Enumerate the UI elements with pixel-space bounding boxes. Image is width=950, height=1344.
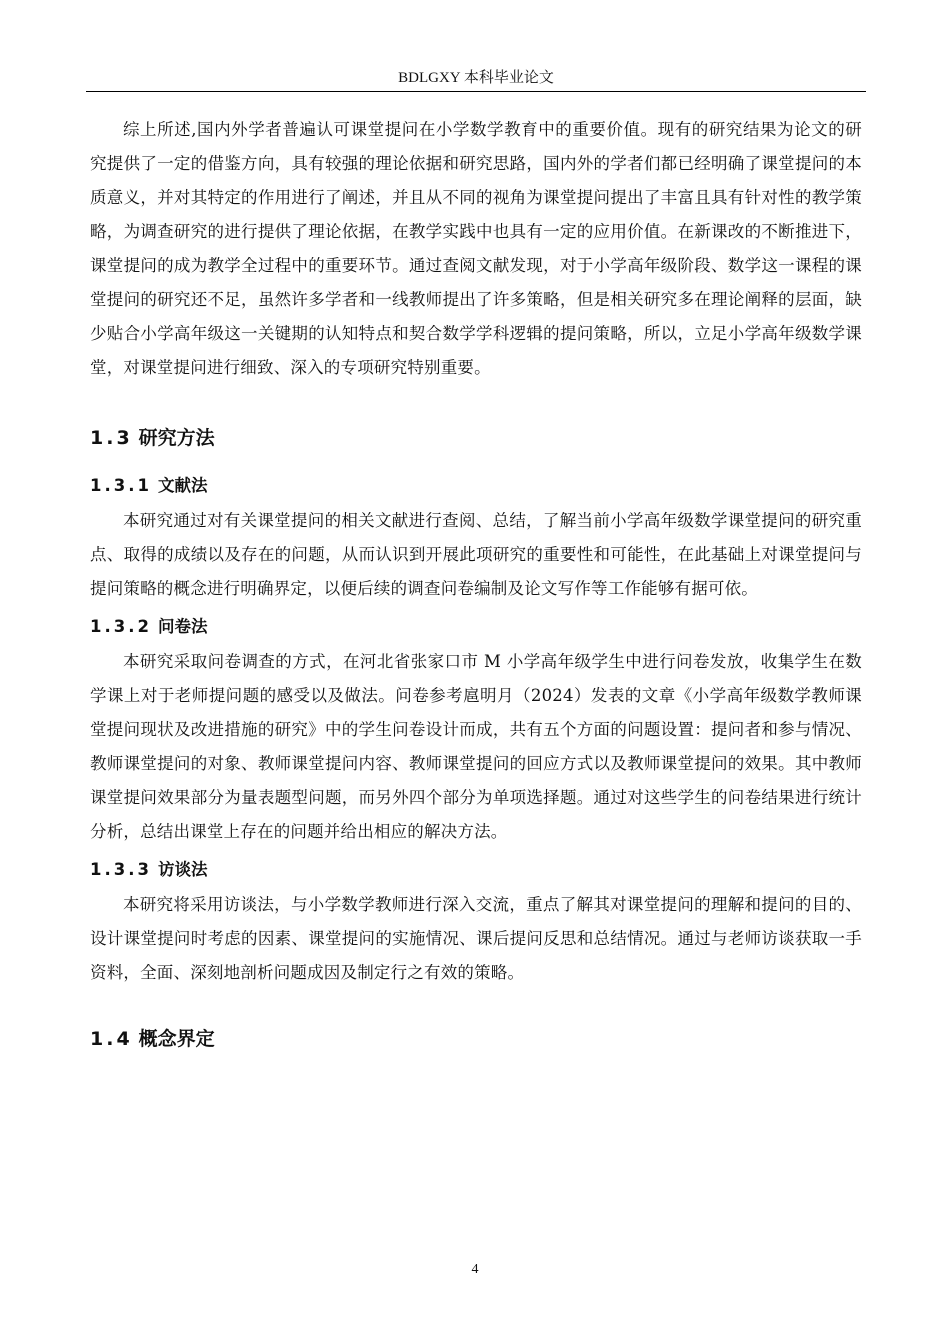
subsection-heading-1-3-1 <box>90 471 862 501</box>
section-heading-1-3 <box>90 423 862 453</box>
literature-method-paragraph: 本研究通过对有关课堂提问的相关文献进行查阅、总结，了解当前小学高年级数学课堂提问的研究重点、取得的成绩以及存在的问题，从而认识到开展此项研究的重要性和可能性，在此基础上对课堂提问与提问策略的概念进行明确界定，以便后续的调查问卷编制及论文写作等工作能够有据可依。 <box>90 511 862 598</box>
subsection-number: 1.3.1 <box>90 476 152 495</box>
section-title: 概念界定 <box>138 1028 215 1050</box>
subsection-title: 问卷法 <box>157 617 208 636</box>
subsection-title: 文献法 <box>157 476 208 495</box>
document-body <box>90 113 862 1054</box>
subsection-heading-1-3-3 <box>90 855 862 885</box>
questionnaire-method-paragraph: 本研究采取问卷调查的方式，在河北省张家口市 M 小学高年级学生中进行问卷发放，收集学生在数学课上对于老师提问题的感受以及做法。问卷参考扈明月（2024）发表的文章《小学高年级数学教师课堂提问现状及改进措施的研究》中的学生问卷设计而成，共有五个方面的问题设置：提问者和参与情况、教师课堂提问的对象、教师课堂提问内容、教师课堂提问的回应方式以及教师课堂提问的效果。其中教师课堂提问效果部分为量表题型问题，而另外四个部分为单项选择题。通过对这些学生的问卷结果进行统计分析，总结出课堂上存在的问题并给出相应的解决方法。 <box>90 652 862 841</box>
subsection-heading-1-3-2 <box>90 612 862 642</box>
page-header: BDLGXY 本科毕业论文 <box>398 70 554 86</box>
section-heading-1-4 <box>90 1024 862 1054</box>
section-number: 1.3 <box>90 427 133 449</box>
page-number: 4 <box>471 1262 479 1277</box>
subsection-number: 1.3.2 <box>90 617 152 636</box>
header-divider <box>86 91 866 92</box>
section-title: 研究方法 <box>138 427 215 449</box>
subsection-title: 访谈法 <box>157 860 208 879</box>
summary-paragraph: 综上所述,国内外学者普遍认可课堂提问在小学数学教育中的重要价值。现有的研究结果为论文的研究提供了一定的借鉴方向，具有较强的理论依据和研究思路，国内外的学者们都已经明确了课堂提问的本质意义，并对其特定的作用进行了阐述，并且从不同的视角为课堂提问提出了丰富且具有针对性的教学策略，为调查研究的进行提供了理论依据，在教学实践中也具有一定的应用价值。在新课改的不断推进下，课堂提问的成为教学全过程中的重要环节。通过查阅文献发现，对于小学高年级阶段、数学这一课程的课堂提问的研究还不足，虽然许多学者和一线教师提出了许多策略，但是相关研究多在理论阐释的层面，缺少贴合小学高年级这一关键期的认知特点和契合数学学科逻辑的提问策略，所以，立足小学高年级数学课堂，对课堂提问进行细致、深入的专项研究特别重要。 <box>90 120 862 377</box>
interview-method-paragraph: 本研究将采用访谈法，与小学数学教师进行深入交流，重点了解其对课堂提问的理解和提问的目的、设计课堂提问时考虑的因素、课堂提问的实施情况、课后提问反思和总结情况。通过与老师访谈获取一手资料，全面、深刻地剖析问题成因及制定行之有效的策略。 <box>90 895 862 982</box>
section-number: 1.4 <box>90 1028 133 1050</box>
subsection-number: 1.3.3 <box>90 860 152 879</box>
